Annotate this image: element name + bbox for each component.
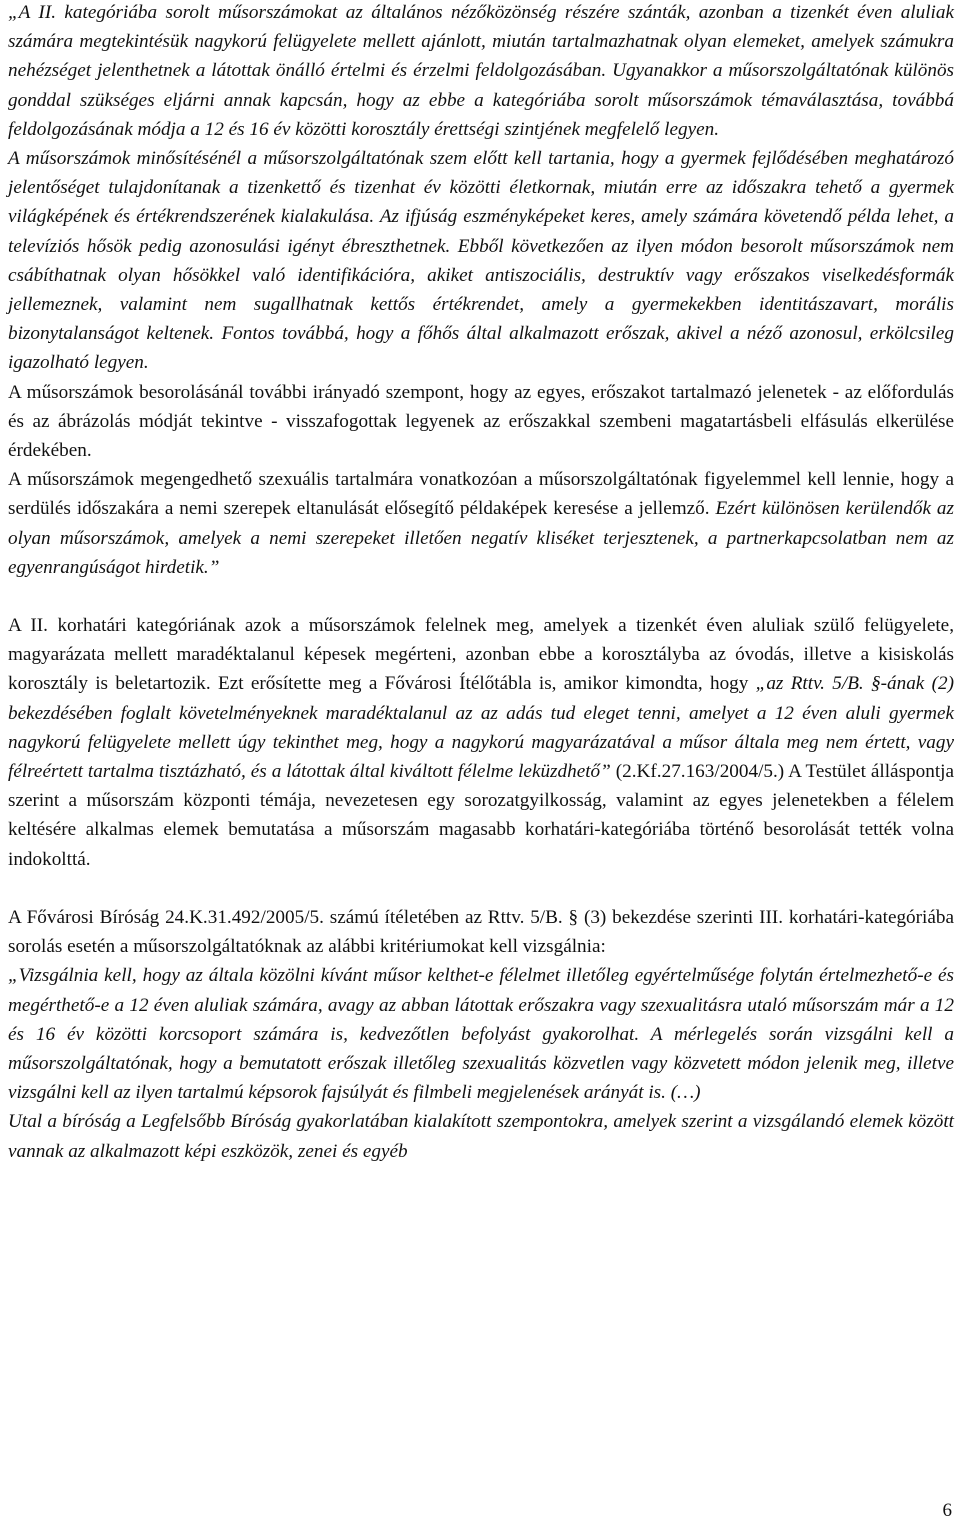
paragraph-quote-criteria <box>8 961 954 1107</box>
body-text: A műsorszámok megengedhető szexuális tartalmára vonatkozóan a műsorszolgáltatónak figyelemmel kell lennie, hogy a serdülés időszakára a nemi szerepek eltanulását elősegítő példaképek keresése a jellemző. <box>8 469 954 520</box>
paragraph-quote-sexual-content <box>8 465 954 582</box>
body-text: A Fővárosi Bíróság 24.K.31.492/2005/5. számú ítéletében az Rttv. 5/B. § (3) bekezdése szerinti III. korhatári-kategóriába sorolás esetén a műsorszolgáltatóknak az alábbi kritériumokat kell vizsgálnia: <box>8 906 954 958</box>
paragraph-quote-qualification <box>8 144 954 378</box>
body-text: A műsorszámok besorolásánál további irányadó szempont, hogy az egyes, erőszakot tartalmazó jelenetek - az előfordulás és az ábrázolás módját tekintve - visszafogottak legyenek az erőszakkal szembeni magatartásbeli elfásulás elkerülése érdekében. <box>8 381 954 462</box>
paragraph-quote-category-ii <box>8 0 954 144</box>
quote-text: „A II. kategóriába sorolt műsorszámokat az általános nézőközönség részére szánták, azonban a tizenkét éven aluliak számára megtekintésük nagykorú felügyelete mellett ajánlott, miután tartalmazhatnak olyan elemeket, amelyek számukra nehézséget jelenthetnek a látottak önálló értelmi és érzelmi feldolgozásában. Ugyanakkor a műsorszolgáltatónak különös gonddal szükséges eljárni annak kapcsán, hogy az ebbe a kategóriába sorolt műsorszámok témaválasztása, továbbá feldolgozásának módja a 12 és 16 év közötti korosztály érettségi szintjének megfelelő legyen. <box>8 2 954 140</box>
body-text: A II. korhatári kategóriának azok a műsorszámok felelnek meg, amelyek a tizenkét éven aluliak szülő felügyelete, magyarázata mellett maradéktalanul képesek megérteni, azonban ebbe a korosztályba az óvodás, illetve a kisiskolás korosztály is beletartozik. Ezt erősítette meg a Fővárosi Ítélőtábla is, amikor kimondta, hogy <box>8 615 954 695</box>
quote-text: Ezért különösen kerülendők az olyan műsorszámok, amelyek a nemi szerepeket illetően negatív kliséket terjesztenek, a partnerkapcsolatban nem az egyenrangúságot hirdetik.” <box>8 498 954 578</box>
page-number: 6 <box>942 1500 952 1521</box>
paragraph-fovarosi-itelotabla <box>8 611 954 874</box>
paragraph-quote-violence <box>8 378 954 466</box>
body-text: (2.Kf.27.163/2004/5.) A Testület álláspontja szerint a műsorszám központi témája, nevezetesen egy sorozatgyilkosság, valamint az egyes jelenetekben a félelem keltésére alkalmas elemek bemutatása a műsorszám magasabb korhatári-kategóriába történő besorolását tették volna indokolttá. <box>8 761 954 870</box>
paragraph-quote-supreme-court <box>8 1107 954 1165</box>
quote-text: Utal a bíróság a Legfelsőbb Bíróság gyakorlatában kialakított szempontokra, amelyek szerint a vizsgálandó elemek között vannak az alkalmazott képi eszközök, zenei és egyéb <box>8 1111 954 1162</box>
paragraph-fovarosi-birosag <box>8 903 954 961</box>
quote-text: A műsorszámok minősítésénél a műsorszolgáltatónak szem előtt kell tartania, hogy a gyermek fejlődésében meghatározó jelentőséget tulajdonítanak a tizenkettő és tizenhat év közötti életkornak, miután erre az időszakra tehető a gyermek világképének és értékrendszerének kialakulása. Az ifjúság eszményképeket keres, amely számára követendő példa lehet, a televíziós hősök pedig azonosulási igényt ébreszthetnek. Ebből következően az ilyen módon besorolt műsorszámok nem csábíthatnak olyan hősökkel való identifikációra, akiket antiszociális, destruktív vagy erőszakos viselkedésformák jellemeznek, valamint nem sugallhatnak kettős értékrendet, amely a gyermekekben identitászavart, morális bizonytalanságot keltenek. Fontos továbbá, hogy a főhős által alkalmazott erőszak, akivel a néző azonosul, erkölcsileg igazolható legyen. <box>8 148 954 374</box>
quote-text: „Vizsgálnia kell, hogy az általa közölni kívánt műsor kelthet-e félelmet illetőleg egyértelműsége folytán értelmezhető-e és megérthető-e a 12 éven aluliak számára, avagy az abban látottak erőszakra vagy szexualitásra utaló műsorszám már a 12 és 16 év közötti korcsoport számára is, kedvezőtlen befolyást gyakorolhat. A mérlegelés során vizsgálni kell a műsorszolgáltatónak, hogy a bemutatott erőszak illetőleg szexualitás közvetlen vagy közvetett módon jelenik meg, illetve vizsgálni kell az ilyen tartalmú képsorok fajsúlyát és filmbeli megjelenések arányát is. (…) <box>8 965 954 1104</box>
document-page <box>8 0 954 1166</box>
quote-text: „az Rttv. 5/B. §-ának (2) bekezdésében foglalt követelményeknek maradéktalanul az az adás tud eleget tenni, amelyet a 12 éven aluli gyermek nagykorú felügyelete mellett úgy tekinthet meg, hogy a nagykorú magyarázatával a műsor általa meg nem értett, vagy félreértett tartalma tisztázható, és a látottak által kiváltott félelme leküzdhető” <box>8 673 954 783</box>
